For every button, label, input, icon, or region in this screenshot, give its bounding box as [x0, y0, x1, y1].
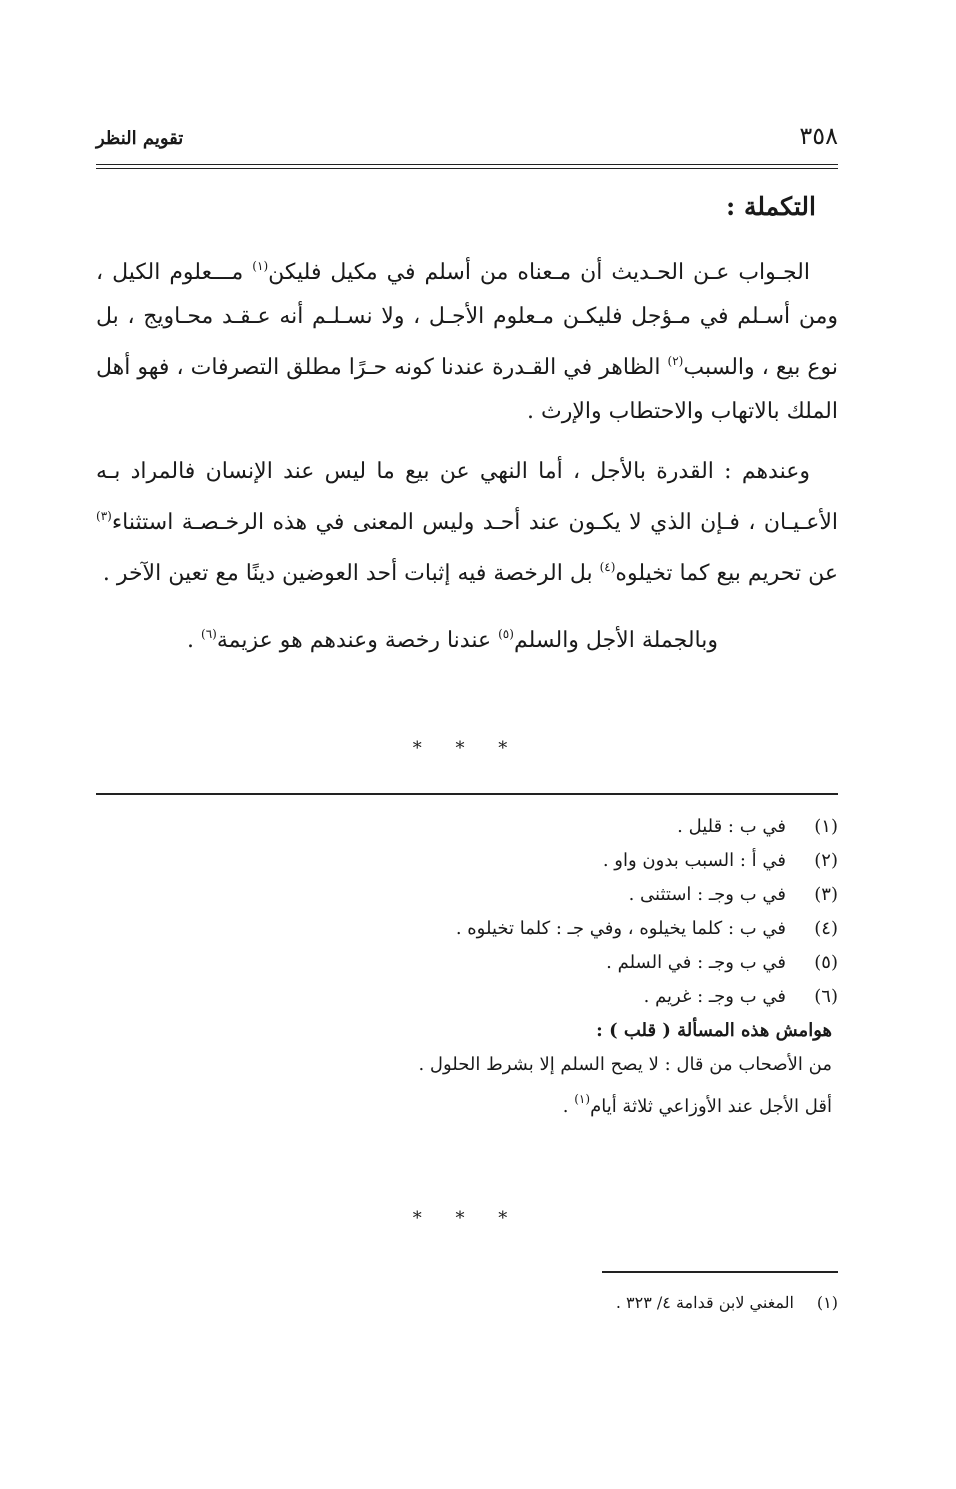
note-text: في ب وجـ : استثنى .: [628, 884, 786, 905]
main-text: [96, 244, 838, 679]
note-number: (٣): [814, 884, 838, 905]
footnote-ref: (٢): [667, 354, 684, 368]
variant-note: [96, 912, 838, 946]
page-header: [96, 122, 838, 158]
book-page: [96, 0, 838, 1489]
notes-rule: [96, 793, 838, 795]
footnote: [96, 1293, 838, 1312]
variant-note: [96, 878, 838, 912]
section-separator: * * *: [412, 738, 522, 759]
section-title: التكملة :: [726, 192, 816, 221]
header-rule: [96, 164, 838, 169]
note-number: (٦): [814, 986, 838, 1007]
paragraph-text: بل الرخصة فيه إثبات أحد العوضين دينًا مع تعين الآخر .: [102, 561, 600, 586]
footnote-ref: (١): [574, 1092, 591, 1106]
note-text: في ب وجـ : غريم .: [643, 986, 786, 1007]
footnote-text: المغني لابن قدامة ٤/ ٣٢٣ .: [615, 1293, 794, 1312]
note-text: في أ : السبب بدون واو .: [602, 850, 786, 871]
margins-line-2: [96, 1082, 838, 1124]
note-text: في ب : كلما يخيلوه ، وفي جـ : كلما تخيلوه .: [455, 918, 786, 939]
paragraph-text: الجـواب عـن الحـديث أن مـعناه من أسلم في مكيل فليكن: [268, 260, 810, 285]
margins-line-2-end: .: [562, 1096, 575, 1117]
footnote-ref: (٣): [96, 509, 112, 523]
running-title: تقويم النظر: [96, 128, 184, 149]
note-number: (٥): [814, 952, 838, 973]
paragraph-text: عندنا رخصة وعندهم هو عزيمة: [216, 628, 499, 653]
margins-line-2-text: أقل الأجل عند الأوزاعي ثلاثة أيام: [590, 1096, 832, 1117]
note-text: في ب وجـ : في السلم .: [606, 952, 786, 973]
footnote-ref: (٦): [201, 627, 217, 641]
paragraph-text: عن تحريم بيع كما تخيلوه: [615, 561, 838, 586]
note-number: (٤): [814, 918, 838, 939]
paragraph-text: وبالجملة الأجل والسلم: [513, 628, 718, 653]
paragraph-text: مـــعلوم الكيل ، ومن أسـلم في مـؤجل فليكـن مـعلوم الأجـل ، ولا نسـلـم أنه عـقـد محـاويج ، بل نوع بيع ، والسبب: [96, 260, 838, 380]
footnote-ref: (٥): [498, 627, 514, 641]
paragraph-text: .: [187, 628, 202, 653]
margins-title-row: [96, 1014, 838, 1048]
page-number: ٣٥٨: [799, 122, 838, 150]
variant-note: [96, 844, 838, 878]
footnote-rule: [602, 1271, 838, 1273]
footnote-ref: (١): [252, 259, 269, 273]
note-text: في ب : قليل .: [677, 816, 786, 837]
footnote-ref: (٤): [599, 560, 616, 574]
variant-notes: [96, 810, 838, 1124]
paragraph-text: الظاهر في القـدرة عندنا كونه حـرًا مطلق التصرفات ، فهو أهل الملك بالاتهاب والاحتطاب والإرث .: [96, 355, 838, 424]
footnote-number: (١): [816, 1293, 838, 1312]
paragraph-text: وعندهم : القدرة بالأجل ، أما النهي عن بيع ما ليس عند الإنسان فالمراد بـه الأعـيـان ، فـإن الذي لا يكـون عند أحـد وليس المعنى في هذه الرخـصـة استثناء: [96, 459, 838, 535]
margins-title: هوامش هذه المسألة ( قلب ) :: [596, 1020, 832, 1041]
paragraph: [96, 450, 838, 596]
paragraph: [96, 612, 838, 663]
paragraph: [96, 244, 838, 434]
variant-note: [96, 946, 838, 980]
note-number: (١): [814, 816, 838, 837]
variant-note: [96, 980, 838, 1014]
margins-line: [96, 1082, 838, 1124]
margins-line: [96, 1048, 838, 1082]
margins-line-1: من الأصحاب من قال : لا يصح السلم إلا بشرط الحلول .: [418, 1054, 832, 1075]
note-number: (٢): [814, 850, 838, 871]
variant-note: [96, 810, 838, 844]
section-separator: * * *: [412, 1208, 522, 1229]
